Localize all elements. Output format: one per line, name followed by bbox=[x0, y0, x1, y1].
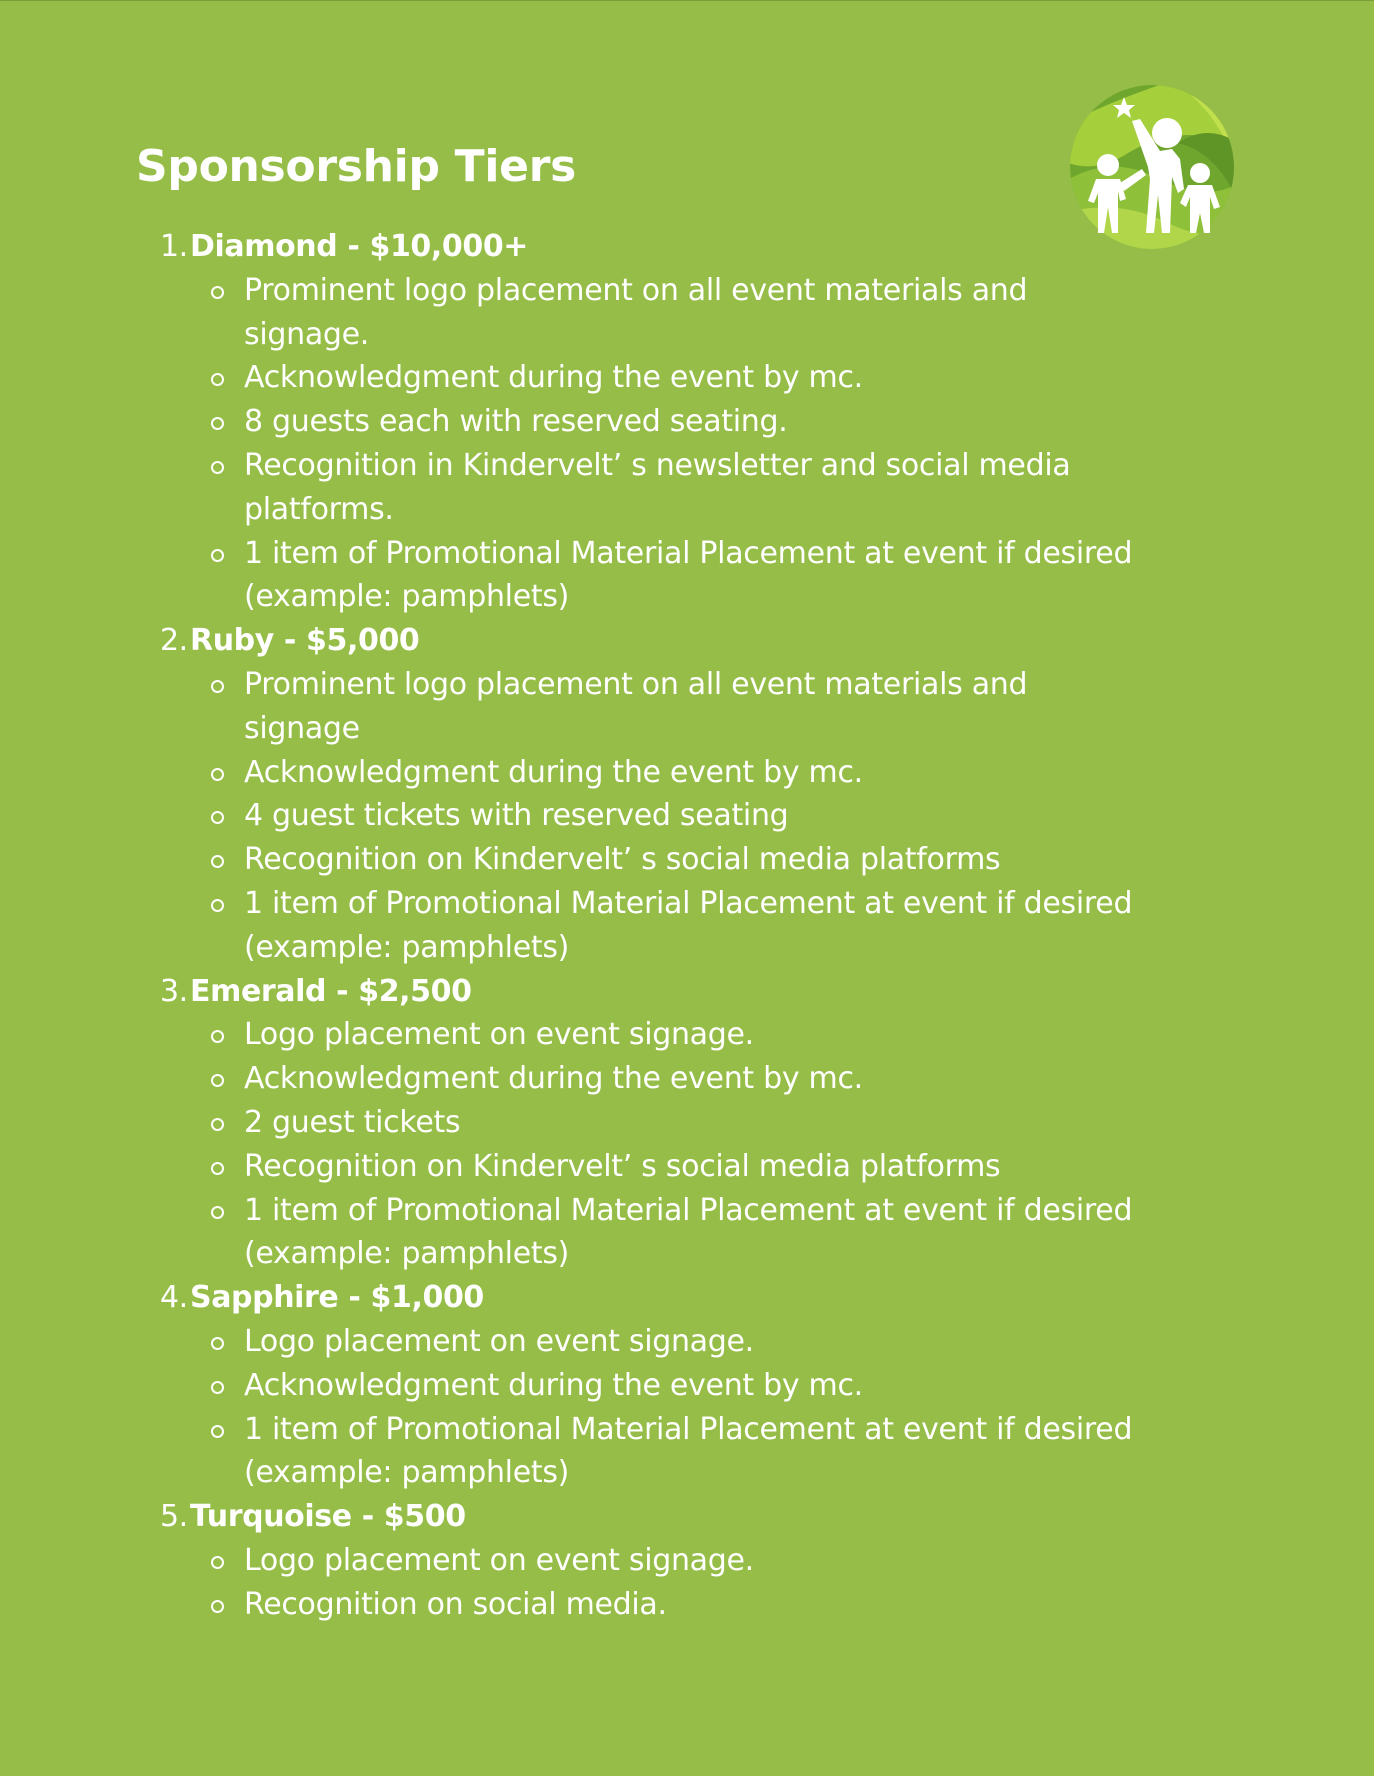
circle-bullet-icon bbox=[211, 1206, 224, 1219]
tier-diamond bbox=[160, 225, 1190, 619]
benefits-list bbox=[190, 1539, 1190, 1627]
benefit-text: Acknowledgment during the event by mc. bbox=[244, 1061, 863, 1097]
tier-heading: Turquoise - $500 bbox=[190, 1499, 466, 1535]
tier-sapphire bbox=[160, 1276, 1190, 1495]
benefit-text: Prominent logo placement on all event materials and signage bbox=[244, 666, 1028, 746]
tier-number: 5. bbox=[160, 1499, 188, 1535]
benefit-text: Acknowledgment during the event by mc. bbox=[244, 360, 863, 396]
benefit-text: 1 item of Promotional Material Placement at event if desired (example: pamphlets) bbox=[244, 1192, 1133, 1272]
benefit-text: 2 guest tickets bbox=[244, 1104, 461, 1140]
benefit-item bbox=[244, 1013, 1190, 1057]
benefit-item bbox=[244, 532, 1190, 620]
circle-bullet-icon bbox=[211, 461, 224, 474]
benefit-item bbox=[244, 1408, 1190, 1496]
benefit-item bbox=[244, 444, 1190, 532]
circle-bullet-icon bbox=[211, 899, 224, 912]
benefit-text: Prominent logo placement on all event materials and signage. bbox=[244, 272, 1028, 352]
circle-bullet-icon bbox=[211, 549, 224, 562]
benefit-text: Logo placement on event signage. bbox=[244, 1323, 754, 1359]
circle-bullet-icon bbox=[211, 768, 224, 781]
benefit-item bbox=[244, 356, 1190, 400]
benefit-item bbox=[244, 751, 1190, 795]
page-title: Sponsorship Tiers bbox=[136, 141, 576, 192]
benefit-text: 1 item of Promotional Material Placement at event if desired (example: pamphlets) bbox=[244, 885, 1133, 965]
benefit-text: Logo placement on event signage. bbox=[244, 1542, 754, 1578]
tier-heading: Emerald - $2,500 bbox=[190, 973, 472, 1009]
benefits-list bbox=[190, 1320, 1190, 1495]
circle-bullet-icon bbox=[211, 680, 224, 693]
tier-number: 4. bbox=[160, 1280, 188, 1316]
benefit-item bbox=[244, 1101, 1190, 1145]
benefit-text: 8 guests each with reserved seating. bbox=[244, 404, 788, 440]
benefit-item bbox=[244, 1057, 1190, 1101]
circle-bullet-icon bbox=[211, 1425, 224, 1438]
benefit-item bbox=[244, 1583, 1190, 1627]
benefit-text: 4 guest tickets with reserved seating bbox=[244, 798, 789, 834]
tier-heading: Diamond - $10,000+ bbox=[190, 229, 529, 264]
benefit-text: Recognition in Kindervelt’ s newsletter and social media platforms. bbox=[244, 447, 1071, 527]
benefit-text: Acknowledgment during the event by mc. bbox=[244, 754, 863, 790]
circle-bullet-icon bbox=[211, 1118, 224, 1131]
benefit-item bbox=[244, 794, 1190, 838]
circle-bullet-icon bbox=[211, 1162, 224, 1175]
circle-bullet-icon bbox=[211, 417, 224, 430]
circle-bullet-icon bbox=[211, 1381, 224, 1394]
sponsorship-tiers-list bbox=[160, 225, 1190, 1627]
circle-bullet-icon bbox=[211, 1556, 224, 1569]
circle-bullet-icon bbox=[211, 811, 224, 824]
benefit-text: 1 item of Promotional Material Placement at event if desired (example: pamphlets) bbox=[244, 535, 1133, 615]
circle-bullet-icon bbox=[211, 1600, 224, 1613]
tier-number: 2. bbox=[160, 623, 188, 659]
benefit-item bbox=[244, 882, 1190, 970]
circle-bullet-icon bbox=[211, 286, 224, 299]
tier-turquoise bbox=[160, 1495, 1190, 1626]
benefit-item bbox=[244, 400, 1190, 444]
tier-heading: Ruby - $5,000 bbox=[190, 623, 420, 659]
benefit-item bbox=[244, 1364, 1190, 1408]
circle-bullet-icon bbox=[211, 1030, 224, 1043]
circle-bullet-icon bbox=[211, 1074, 224, 1087]
benefit-item bbox=[244, 838, 1190, 882]
tier-number: 1. bbox=[160, 229, 188, 264]
benefit-text: Recognition on Kindervelt’ s social media platforms bbox=[244, 842, 1001, 878]
circle-bullet-icon bbox=[211, 855, 224, 868]
benefits-list bbox=[190, 1013, 1190, 1276]
benefit-text: Recognition on Kindervelt’ s social media platforms bbox=[244, 1148, 1001, 1184]
benefit-text: Acknowledgment during the event by mc. bbox=[244, 1367, 863, 1403]
benefit-item bbox=[244, 1539, 1190, 1583]
benefit-item bbox=[244, 663, 1190, 751]
tier-ruby bbox=[160, 619, 1190, 969]
benefits-list bbox=[190, 663, 1190, 970]
benefit-text: 1 item of Promotional Material Placement at event if desired (example: pamphlets) bbox=[244, 1411, 1133, 1491]
benefit-text: Recognition on social media. bbox=[244, 1586, 667, 1622]
benefit-text: Logo placement on event signage. bbox=[244, 1017, 754, 1053]
circle-bullet-icon bbox=[211, 1337, 224, 1350]
benefit-item bbox=[244, 269, 1190, 357]
tier-number: 3. bbox=[160, 973, 188, 1009]
benefit-item bbox=[244, 1320, 1190, 1364]
tier-emerald bbox=[160, 970, 1190, 1277]
benefit-item bbox=[244, 1189, 1190, 1277]
benefits-list bbox=[190, 269, 1190, 619]
benefit-item bbox=[244, 1145, 1190, 1189]
tier-heading: Sapphire - $1,000 bbox=[190, 1280, 484, 1316]
circle-bullet-icon bbox=[211, 373, 224, 386]
